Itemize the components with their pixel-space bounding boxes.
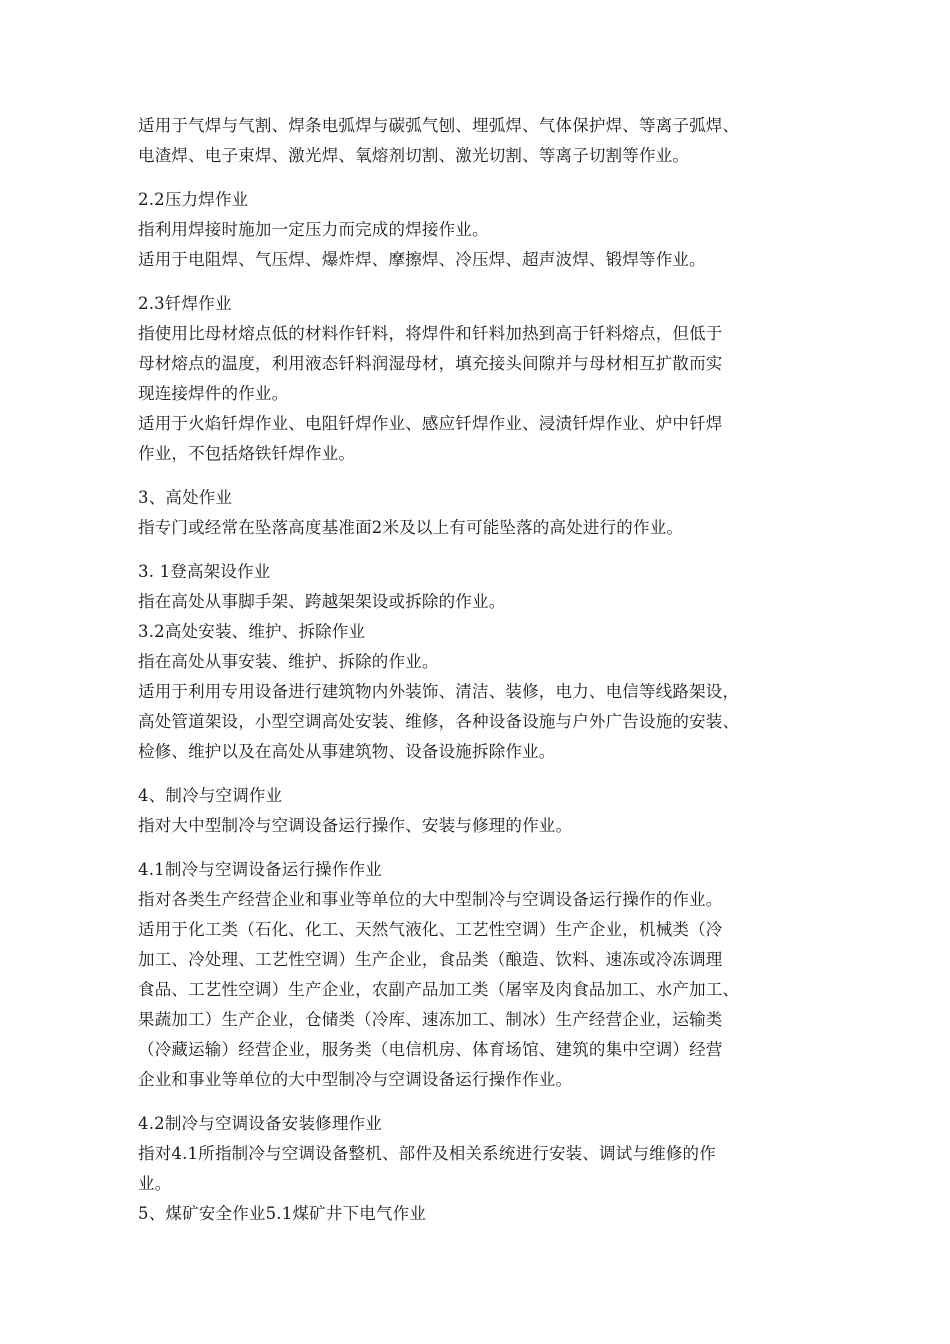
text-line: 指对4.1所指制冷与空调设备整机、部件及相关系统进行安装、调试与维修的作	[138, 1144, 716, 1163]
section-heading: 3. 1登高架设作业	[138, 562, 271, 581]
document-body	[138, 111, 828, 1229]
text-line: 指利用焊接时施加一定压力而完成的焊接作业。	[138, 220, 489, 239]
text-line: （冷藏运输）经营企业，服务类（电信机房、体育场馆、建筑的集中空调）经营	[138, 1040, 723, 1059]
section-heading: 5、煤矿安全作业5.1煤矿井下电气作业	[138, 1204, 427, 1223]
text-line: 指在高处从事脚手架、跨越架架设或拆除的作业。	[138, 592, 506, 611]
text-line: 母材熔点的温度，利用液态钎料润湿母材，填充接头间隙并与母材相互扩散而实	[138, 354, 723, 373]
text-line: 电渣焊、电子束焊、激光焊、氧熔剂切割、激光切割、等离子切割等作业。	[138, 146, 690, 165]
section-heading: 4.1制冷与空调设备运行操作作业	[138, 860, 382, 879]
section-heading: 4、制冷与空调作业	[138, 786, 283, 805]
paragraph-gap	[138, 1095, 828, 1109]
text-line: 现连接焊件的作业。	[138, 384, 289, 403]
paragraph-gap	[138, 171, 828, 185]
text-line: 检修、维护以及在高处从事建筑物、设备设施拆除作业。	[138, 742, 556, 761]
text-line: 适用于火焰钎焊作业、电阻钎焊作业、感应钎焊作业、浸渍钎焊作业、炉中钎焊	[138, 414, 723, 433]
paragraph-gap	[138, 275, 828, 289]
text-line: 高处管道架设，小型空调高处安装、维修，各种设备设施与户外广告设施的安装、	[138, 712, 740, 731]
text-line: 指在高处从事安装、维护、拆除的作业。	[138, 652, 439, 671]
text-line: 食品、工艺性空调）生产企业，农副产品加工类（屠宰及肉食品加工、水产加工、	[138, 980, 740, 999]
text-line: 指对大中型制冷与空调设备运行操作、安装与修理的作业。	[138, 816, 573, 835]
paragraph-gap	[138, 841, 828, 855]
text-line: 作业，不包括烙铁钎焊作业。	[138, 444, 356, 463]
section-heading: 2.2压力焊作业	[138, 190, 249, 209]
text-line: 适用于电阻焊、气压焊、爆炸焊、摩擦焊、冷压焊、超声波焊、锻焊等作业。	[138, 250, 706, 269]
text-line: 指专门或经常在坠落高度基准面2米及以上有可能坠落的高处进行的作业。	[138, 518, 684, 537]
section-heading: 3、高处作业	[138, 488, 233, 507]
paragraph-gap	[138, 469, 828, 483]
section-heading: 2.3钎焊作业	[138, 294, 232, 313]
text-line: 适用于化工类（石化、化工、天然气液化、工艺性空调）生产企业，机械类（冷	[138, 920, 723, 939]
paragraph-gap	[138, 543, 828, 557]
text-line: 指对各类生产经营企业和事业等单位的大中型制冷与空调设备运行操作的作业。	[138, 890, 723, 909]
text-line: 适用于利用专用设备进行建筑物内外装饰、清洁、装修，电力、电信等线路架设，	[138, 682, 740, 701]
section-heading: 3.2高处安装、维护、拆除作业	[138, 622, 366, 641]
text-line: 适用于气焊与气割、焊条电弧焊与碳弧气刨、埋弧焊、气体保护焊、等离子弧焊、	[138, 116, 740, 135]
section-heading: 4.2制冷与空调设备安装修理作业	[138, 1114, 382, 1133]
text-line: 指使用比母材熔点低的材料作钎料，将焊件和钎料加热到高于钎料熔点，但低于	[138, 324, 723, 343]
text-line: 加工、冷处理、工艺性空调）生产企业，食品类（酿造、饮料、速冻或冷冻调理	[138, 950, 723, 969]
paragraph-gap	[138, 767, 828, 781]
text-line: 业。	[138, 1174, 172, 1193]
text-line: 果蔬加工）生产企业，仓储类（冷库、速冻加工、制冰）生产经营企业，运输类	[138, 1010, 723, 1029]
text-line: 企业和事业等单位的大中型制冷与空调设备运行操作作业。	[138, 1070, 573, 1089]
